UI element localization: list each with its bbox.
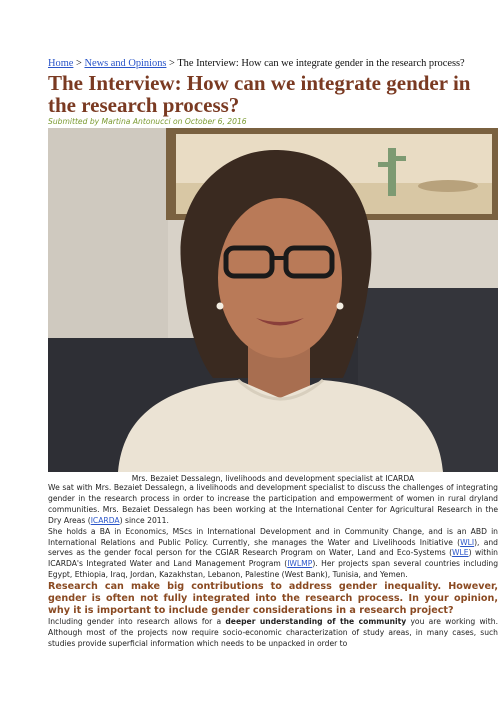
interview-answer: Including gender into research allows for a deeper understanding of the community you are working with. Although most of the projects now require socio-economic characterization of study areas, in many cases, such studies provide superficial information which needs to be unpacked in order to bbox=[48, 617, 498, 648]
iwlmp-link[interactable]: IWLMP bbox=[287, 559, 313, 569]
portrait-photo bbox=[48, 128, 498, 472]
article-body bbox=[48, 483, 498, 650]
breadcrumb-separator: > bbox=[166, 58, 178, 69]
wle-link[interactable]: WLE bbox=[452, 548, 469, 558]
breadcrumb-section-link[interactable]: News and Opinions bbox=[84, 58, 167, 69]
bio-paragraph: She holds a BA in Economics, MScs in International Development and in Community Change, and is an ABD in International Relations and Public Policy. Currently, she manages the Water and Livelihoods Initiative (WLI), and serves as the gender focal person for the CGIAR Research Program on Water, Land and Eco-Systems (WLE) within ICARDA's Integrated Water and Land Management Program (IWLMP). Her projects span several countries including Egypt, Ethiopia, Iraq, Jordan, Kazakhstan, Lebanon, Palestine (West Bank), Tunisia, and Yemen. bbox=[48, 526, 499, 580]
byline: Submitted by Martina Antonucci on October 6, 2016 bbox=[48, 117, 247, 126]
photo-caption: Mrs. Bezaiet Dessalegn, livelihoods and development specialist at ICARDA bbox=[131, 474, 415, 483]
breadcrumb-home-link[interactable]: Home bbox=[48, 58, 74, 69]
wli-link[interactable]: WLI bbox=[460, 537, 475, 547]
icarda-link[interactable]: ICARDA bbox=[90, 515, 120, 525]
intro-paragraph: We sat with Mrs. Bezaiet Dessalegn, a livelihoods and development specialist to discuss the challenges of integrating gender in the research process in order to increase the participation and empowerment of women in rural dryland communities. Mrs. Bezaiet Dessalegn has been working at the International Center for Agricultural Research in the Dry Areas (ICARDA) since 2011. bbox=[48, 483, 498, 525]
answer-emphasis: deeper understanding of the community bbox=[225, 617, 407, 627]
page-title: The Interview: How can we integrate gender in the research process? bbox=[48, 71, 471, 117]
interview-question: Research can make big contributions to address gender inequality. However, gender is often not fully integrated into the research process. In your opinion, why it is important to include gender considerations in a research project? bbox=[48, 581, 498, 617]
breadcrumb-current: The Interview: How can we integrate gender in the research process? bbox=[177, 58, 465, 69]
breadcrumb bbox=[48, 58, 488, 69]
breadcrumb-separator: > bbox=[73, 58, 85, 69]
